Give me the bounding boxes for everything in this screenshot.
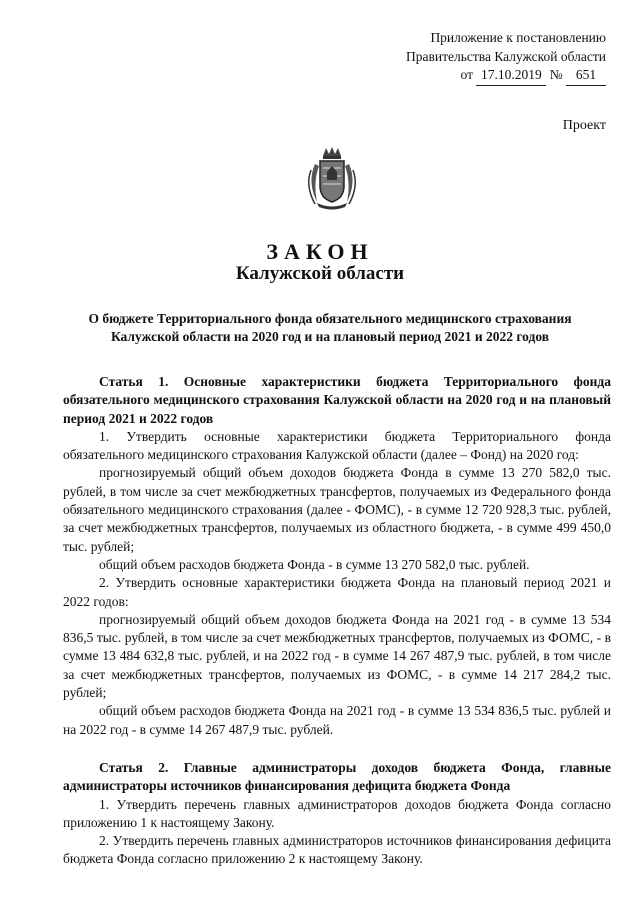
annex-line-3 [366,66,606,86]
annex-from-label: от [460,67,473,82]
coat-of-arms-icon [303,146,361,210]
article-1-paragraph: 1. Утвердить основные характеристики бюджета Территориального фонда обязательного медицинского страхования Калужской области (далее – Фонд) на 2020 год: [63,428,611,463]
annex-number: 651 [566,66,606,86]
article-2-heading: Статья 2. Главные администраторы доходов бюджета Фонда, главные администраторы источников финансирования дефицита бюджета Фонда [63,759,611,794]
annex-number-label: № [549,67,563,82]
annex-block [366,29,606,86]
draft-label: Проект [562,118,606,133]
article-2-paragraph: 1. Утвердить перечень главных администраторов доходов бюджета Фонда согласно приложению 1 к настоящему Закону. [63,796,611,830]
section-spacer [63,739,611,759]
article-1-paragraph: общий объем расходов бюджета Фонда - в сумме 13 270 582,0 тыс. рублей. [99,556,530,572]
article-1-paragraph: прогнозируемый общий объем доходов бюджета Фонда в сумме 13 270 582,0 тыс. рублей, в том числе за счет межбюджетных трансфертов, получаемых из Федерального фонда обязательного медицинского страхования (далее - ФОМС), - в сумме 12 720 928,3 тыс. рублей, за счет межбюджетных трансфертов, получаемых из областного бюджета, - в сумме 499 450,0 тыс. рублей; [63,465,611,554]
article-2-paragraph: 2. Утвердить перечень главных администраторов источников финансирования дефицита бюджета Фонда согласно приложению 2 к настоящему Закону. [63,833,611,867]
annex-line-1: Приложение к постановлению [430,30,606,45]
law-region: Калужской области [235,263,405,284]
article-1-paragraph: общий объем расходов бюджета Фонда на 2021 год - в сумме 13 534 836,5 тыс. рублей и на 2022 год - в сумме 14 267 487,9 тыс. рублей. [63,703,611,737]
law-title: ЗАКОН [266,239,374,264]
annex-date: 17.10.2019 [476,66,546,86]
article-1-paragraph: 2. Утвердить основные характеристики бюджета Фонда на плановый период 2021 и 2022 годов: [63,575,611,609]
annex-line-2: Правительства Калужской области [405,48,606,64]
article-1-heading: Статья 1. Основные характеристики бюджета Территориального фонда обязательного медицинского страхования Калужской области на 2020 год и на плановый период 2021 и 2022 годов [63,374,611,426]
article-1-paragraph: прогнозируемый общий объем доходов бюджета Фонда на 2021 год - в сумме 13 534 836,5 тыс. рублей, в том числе за счет межбюджетных трансфертов, получаемых из ФОМС, - в сумме 13 484 632,8 тыс. рублей, и на 2022 год - в сумме 14 267 487,9 тыс. рублей, в том числе за счет межбюджетных трансфертов, получаемых из ФОМС, - в сумме 14 217 284,2 тыс. рублей; [63,611,611,701]
document-title: О бюджете Территориального фонда обязательного медицинского страхования Калужской области на 2020 год и на плановый период 2021 и 2022 годов [88,311,572,344]
document-body [63,373,611,869]
